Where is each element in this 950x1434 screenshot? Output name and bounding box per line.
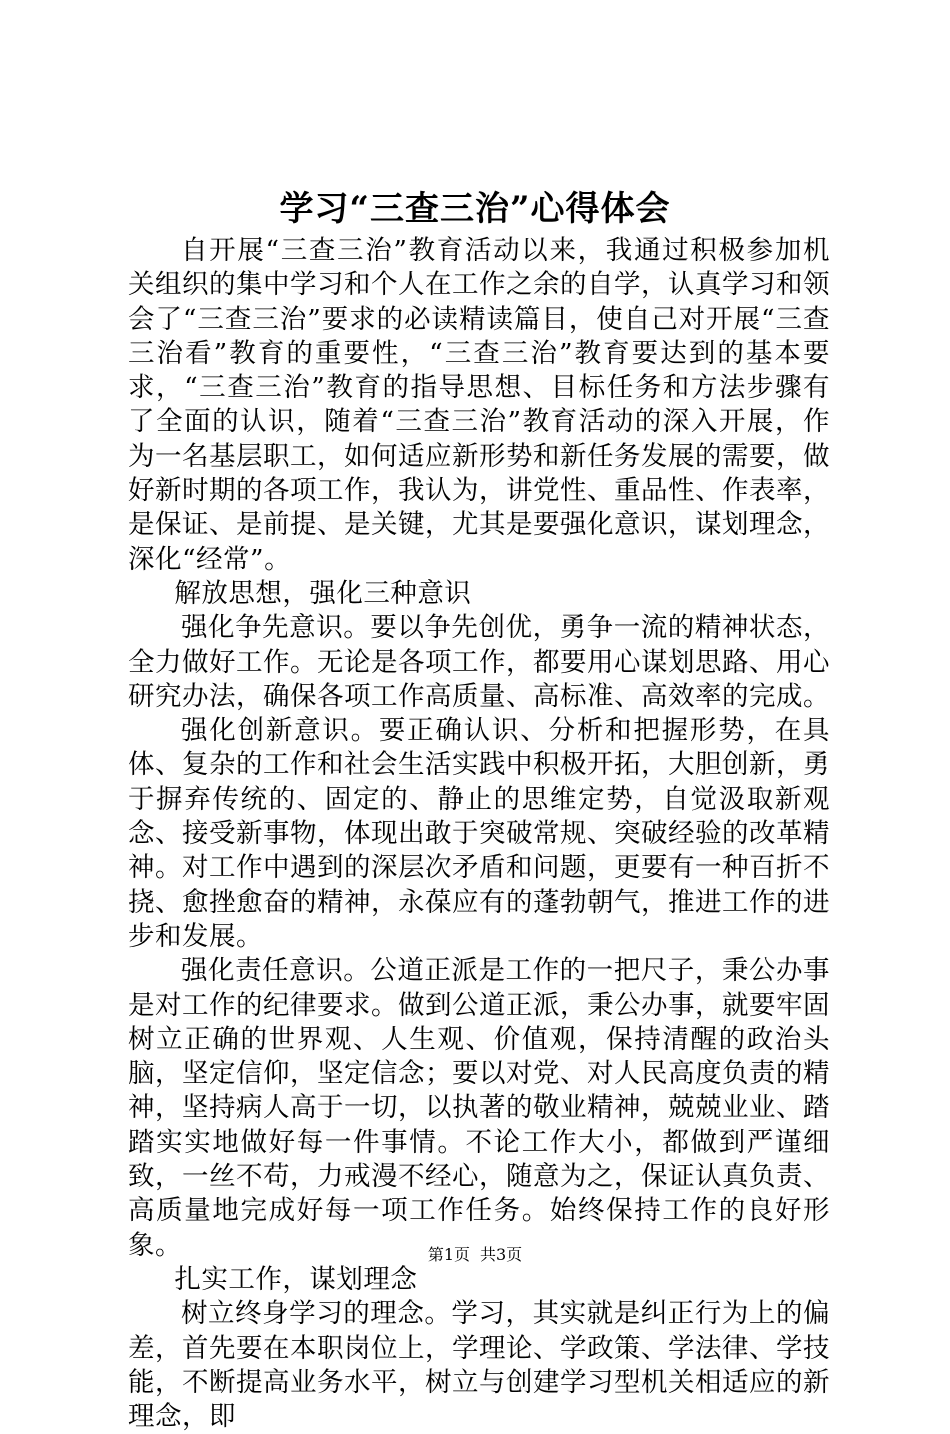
paragraph-lifelong-learning: 树立终身学习的理念。学习，其实就是纠正行为上的偏差，首先要在本职岗位上，学理论、学政策、学法律、学技能，不断提高业务水平，树立与创建学习型机关相适应的新理念，即	[128, 1298, 830, 1433]
document-title: 学习“三查三治”心得体会	[279, 189, 671, 229]
paragraph-innovation-awareness: 强化创新意识。要正确认识、分析和把握形势，在具体、复杂的工作和社会生活实践中积极开拓，大胆创新，勇于摒弃传统的、固定的、静止的思维定势，自觉汲取新观念、接受新事物，体现出敢于突破常规、突破经验的改革精神。对工作中遇到的深层次矛盾和问题，更要有一种百折不挠、愈挫愈奋的精神，永葆应有的蓬勃朝气，推进工作的进步和发展。	[128, 715, 830, 952]
paragraph-responsibility-awareness: 强化责任意识。公道正派是工作的一把尺子，秉公办事是对工作的纪律要求。做到公道正派，秉公办事，就要牢固树立正确的世界观、人生观、价值观，保持清醒的政治头脑，坚定信仰，坚定信念；要以对党、对人民高度负责的精神，坚持病人高于一切，以执著的敬业精神，兢兢业业、踏踏实实地做好每一件事情。不论工作大小，都做到严谨细致，一丝不苟，力戒漫不经心，随意为之，保证认真负责、高质量地完成好每一项工作任务。始终保持工作的良好形象。	[128, 955, 830, 1261]
section-heading-emancipate-mind: 解放思想，强化三种意识	[174, 577, 472, 609]
paragraph-competitive-awareness: 强化争先意识。要以争先创优，勇争一流的精神状态，全力做好工作。无论是各项工作，都要用心谋划思路、用心研究办法，确保各项工作高质量、高标准、高效率的完成。	[128, 612, 830, 712]
page-footer	[0, 1242, 950, 1268]
section-heading-solid-work: 扎实工作，谋划理念	[174, 1263, 418, 1295]
paragraph-intro: 自开展“三查三治”教育活动以来，我通过积极参加机关组织的集中学习和个人在工作之余的自学，认真学习和领会了“三查三治”要求的必读精读篇目，使自己对开展“三查三治看”教育的重要性，“三查三治”教育要达到的基本要求，“三查三治”教育的指导思想、目标任务和方法步骤有了全面的认识，随着“三查三治”教育活动的深入开展，作为一名基层职工，如何适应新形势和新任务发展的需要，做好新时期的各项工作，我认为，讲党性、重品性、作表率，是保证、是前提、是关键，尤其是要强化意识，谋划理念，深化“经常”。	[128, 235, 830, 575]
page-number: 第1页	[427, 1245, 470, 1264]
page-total: 共3页	[480, 1245, 523, 1264]
